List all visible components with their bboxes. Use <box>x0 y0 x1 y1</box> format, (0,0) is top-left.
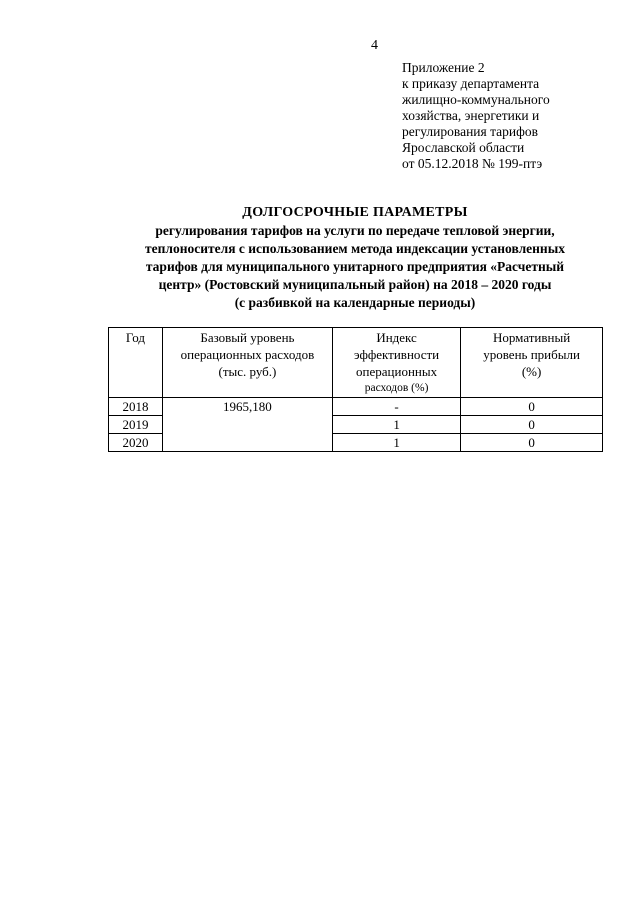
header-profit-level <box>461 328 603 398</box>
cell-year: 2019 <box>109 416 163 434</box>
appendix-line: к приказу департамента <box>402 76 540 91</box>
page-number: 4 <box>371 38 378 53</box>
table-header-row <box>109 328 603 398</box>
appendix-line: Ярославской области <box>402 140 525 155</box>
appendix-note <box>402 60 622 172</box>
cell-index: - <box>332 398 460 416</box>
header-profit-line: уровень прибыли <box>483 347 580 362</box>
header-base-line: (тыс. руб.) <box>218 364 277 379</box>
header-base-line: операционных расходов <box>180 347 315 362</box>
header-base-line: Базовый уровень <box>200 330 295 345</box>
header-year <box>109 328 163 398</box>
cell-base-level: 1965,180 <box>162 398 332 452</box>
header-index-line: Индекс <box>376 330 417 345</box>
cell-index: 1 <box>332 434 460 452</box>
header-index-line: эффективности <box>353 347 440 362</box>
document-title <box>100 204 610 312</box>
parameters-table <box>108 327 603 452</box>
title-line: (с разбивкой на календарные периоды) <box>234 295 476 310</box>
header-profit-line: Нормативный <box>492 330 571 345</box>
cell-year: 2018 <box>109 398 163 416</box>
title-line: теплоносителя с использованием метода индексации установленных <box>144 241 565 256</box>
header-base-level <box>162 328 332 398</box>
title-line: регулирования тарифов на услуги по передаче тепловой энергии, <box>155 223 555 238</box>
cell-profit: 0 <box>461 416 603 434</box>
title-line: тарифов для муниципального унитарного предприятия «Расчетный <box>145 259 565 274</box>
header-year-label: Год <box>125 330 145 345</box>
header-index-line: операционных <box>356 364 438 379</box>
header-index-line: расходов (%) <box>364 382 429 394</box>
title-main: ДОЛГОСРОЧНЫЕ ПАРАМЕТРЫ <box>242 205 468 220</box>
header-profit-line: (%) <box>521 364 542 379</box>
appendix-line: регулирования тарифов <box>402 124 539 139</box>
appendix-line: от 05.12.2018 № 199-птэ <box>402 156 543 171</box>
appendix-line: хозяйства, энергетики и <box>402 108 540 123</box>
cell-profit: 0 <box>461 398 603 416</box>
appendix-line: Приложение 2 <box>402 60 485 75</box>
table-row <box>109 398 603 416</box>
header-efficiency-index <box>332 328 460 398</box>
cell-profit: 0 <box>461 434 603 452</box>
appendix-line: жилищно-коммунального <box>402 92 550 107</box>
cell-year: 2020 <box>109 434 163 452</box>
title-line: центр» (Ростовский муниципальный район) на 2018 – 2020 годы <box>158 277 552 292</box>
cell-index: 1 <box>332 416 460 434</box>
